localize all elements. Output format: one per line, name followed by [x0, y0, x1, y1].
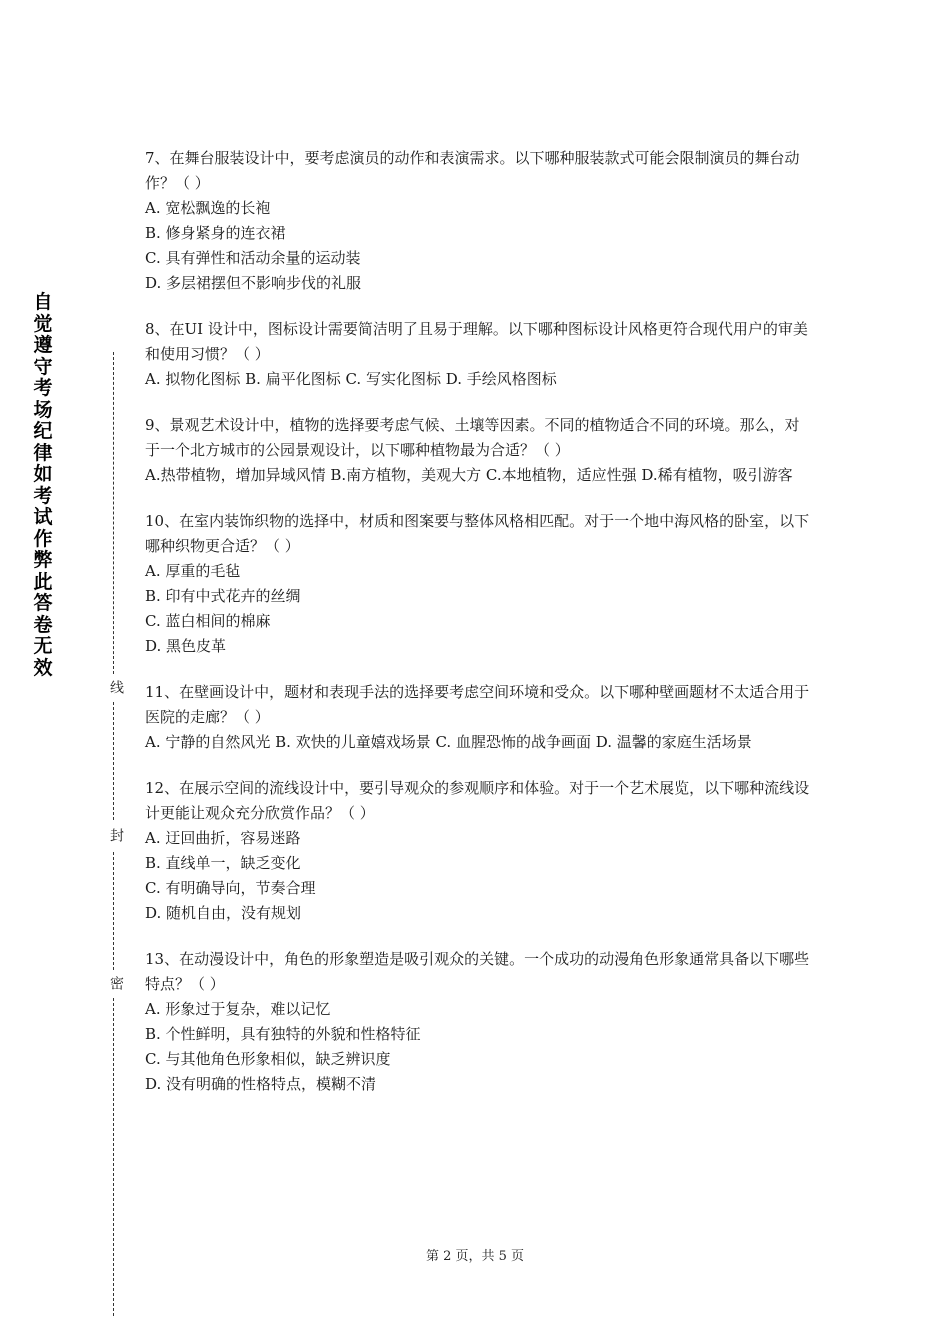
option-b: B. 修身紧身的连衣裙 [145, 224, 286, 242]
option-d: D. 没有明确的性格特点，模糊不清 [145, 1075, 377, 1093]
option-a: A. 形象过于复杂，难以记忆 [145, 1000, 331, 1018]
seal-label-line: 线 [108, 680, 124, 694]
option-d: D. 多层裙摆但不影响步伐的礼服 [145, 274, 362, 292]
question-13 [145, 947, 810, 1097]
option-a: A. 宽松飘逸的长袍 [145, 199, 271, 217]
question-text: 13、在动漫设计中，角色的形象塑造是吸引观众的关键。一个成功的动漫角色形象通常具备以下哪些特点？（ ） [145, 950, 810, 993]
option-b: B. 直线单一，缺乏变化 [145, 854, 301, 872]
question-text: 7、在舞台服装设计中，要考虑演员的动作和表演需求。以下哪种服装款式可能会限制演员的舞台动作？（ ） [145, 149, 800, 192]
question-8 [145, 317, 810, 392]
options-inline: A. 拟物化图标 B. 扁平化图标 C. 写实化图标 D. 手绘风格图标 [145, 370, 557, 388]
question-7 [145, 146, 810, 296]
seal-label-secret: 密 [108, 976, 124, 990]
page-number-footer: 第 2 页，共 5 页 [425, 1249, 525, 1264]
options-inline: A.热带植物，增加异域风情 B.南方植物，美观大方 C.本地植物，适应性强 D.稀有植物，吸引游客 [145, 466, 793, 484]
option-b: B. 印有中式花卉的丝绸 [145, 587, 301, 605]
question-12 [145, 776, 810, 926]
option-c: C. 蓝白相间的棉麻 [145, 612, 271, 630]
binding-dash-line [113, 352, 114, 674]
question-text: 12、在展示空间的流线设计中，要引导观众的参观顺序和体验。对于一个艺术展览，以下哪种流线设计更能让观众充分欣赏作品？（ ） [145, 779, 810, 822]
option-d: D. 随机自由，没有规划 [145, 904, 302, 922]
question-9 [145, 413, 810, 488]
options-inline: A. 宁静的自然风光 B. 欢快的儿童嬉戏场景 C. 血腥恐怖的战争画面 D. 温馨的家庭生活场景 [145, 733, 752, 751]
option-b: B. 个性鲜明，具有独特的外貌和性格特征 [145, 1025, 421, 1043]
binding-dash-line [113, 998, 114, 1316]
option-c: C. 与其他角色形象相似，缺乏辨识度 [145, 1050, 391, 1068]
question-text: 9、景观艺术设计中，植物的选择要考虑气候、土壤等因素。不同的植物适合不同的环境。那么，对于一个北方城市的公园景观设计，以下哪种植物最为合适？（ ） [145, 416, 800, 459]
question-11 [145, 680, 810, 755]
option-c: C. 有明确导向，节奏合理 [145, 879, 316, 897]
question-text: 8、在UI 设计中，图标设计需要简洁明了且易于理解。以下哪种图标设计风格更符合现代用户的审美和使用习惯？（ ） [145, 320, 808, 363]
binding-dash-line [113, 702, 114, 820]
question-text: 11、在壁画设计中，题材和表现手法的选择要考虑空间环境和受众。以下哪种壁画题材不太适合用于医院的走廊？（ ） [145, 683, 810, 726]
option-c: C. 具有弹性和活动余量的运动装 [145, 249, 361, 267]
option-a: A. 厚重的毛毡 [145, 562, 241, 580]
binding-dash-line [113, 852, 114, 970]
exam-rules-notice: 自觉遵守考场纪律如考试作弊此答卷无效 [33, 291, 53, 679]
option-d: D. 黑色皮革 [145, 637, 227, 655]
option-a: A. 迂回曲折，容易迷路 [145, 829, 301, 847]
question-list [145, 146, 810, 1118]
question-10 [145, 509, 810, 659]
seal-label-seal: 封 [108, 828, 124, 842]
question-text: 10、在室内装饰织物的选择中，材质和图案要与整体风格相匹配。对于一个地中海风格的卧室，以下哪种织物更合适？（ ） [145, 512, 810, 555]
